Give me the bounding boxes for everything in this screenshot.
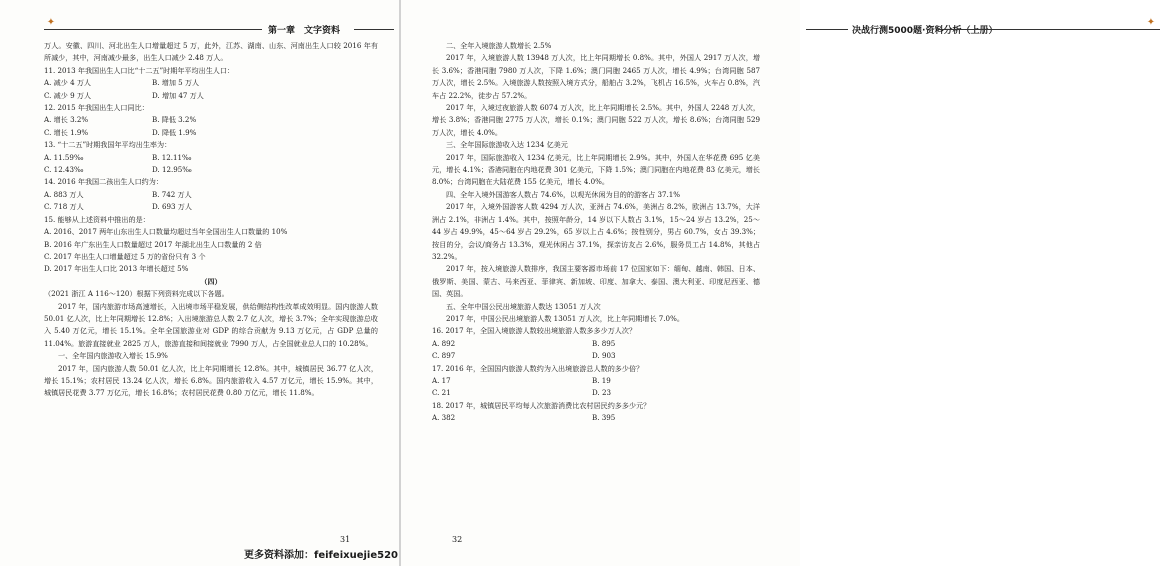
section-heading: 五、全年中国公民出境旅游人数达 13051 万人次 (446, 301, 601, 311)
answer-option: D. 降低 1.9% (152, 127, 197, 137)
left-page (0, 0, 400, 566)
question-line: 14. 2016 年我国二孩出生人口约为： (44, 177, 163, 187)
answer-option: B. 降低 3.2% (152, 115, 197, 125)
answer-options-row (432, 375, 760, 387)
page-number: 32 (452, 535, 463, 544)
section-heading: 三、全年国际旅游收入达 1234 亿美元 (446, 140, 568, 150)
answer-options-row (432, 350, 760, 362)
answer-options-row (44, 164, 378, 176)
answer-options-row (432, 412, 760, 424)
paragraph: 2017 年，入境外国游客人数 4294 万人次，亚洲占 74.6%，美洲占 8.2%，欧洲占 13.7%，大洋洲占 2.1%，非洲占 1.4%。其中，按照年龄分，14 岁以下人数占 3.1%，15～24 岁占 13.2%，25～44 岁占 49.9%，45～64 岁占 29.2%，65 岁以上占 4.6%；按性别分，男占 60.7%，女占 39.3%；按目的分，会议/商务占 13.3%，观光休闲占 37.1%，探亲访友占 2.6%，服务员工占 14.8%，其他占 32.2%。 (432, 202, 760, 261)
footer-note: 更多资料添加：feifeixuejie520 (244, 550, 398, 561)
page-number: 31 (340, 535, 351, 544)
answer-option: A. 增长 3.2% (44, 115, 89, 125)
paragraph: 2017 年，按入境旅游人数排序，我国主要客源市场前 17 位国家如下：缅甸、越南、韩国、日本、俄罗斯、美国、蒙古、马来西亚、菲律宾、新加坡、印度、加拿大、泰国、澳大利亚、印度尼西亚、德国、英国。 (432, 264, 760, 299)
question-line: A. 2016、2017 两年山东出生人口数量均超过当年全国出生人口数量的 10% (44, 227, 288, 237)
answer-option: B. 895 (592, 338, 616, 348)
paragraph: 2017 年，国际旅游收入 1234 亿美元，比上年同期增长 2.9%。其中，外国人在华花费 695 亿美元，增长 4.1%；香港同胞在内地花费 301 亿美元，下降 1.5%；澳门同胞在内地花费 83 亿美元，增长 8.0%；台湾同胞在大陆花费 155 亿美元，增长 4.0%。 (432, 152, 760, 187)
paragraph: 2017 年，国内旅游市场高速增长，入出境市场平稳发展，供给侧结构性改革成效明显。国内旅游人数 50.01 亿人次，比上年同期增长 12.8%；入出境旅游总人数 2.7 亿人次，增长 3.7%；全年实现旅游总收入 5.40 万亿元，增长 15.1%。全年全国旅游业对 GDP 的综合贡献为 9.13 万亿元，占 GDP 总量的 11.04%。旅游直接就业 2825 万人，旅游直接和间接就业 7990 万人，占全国就业总人口的 10.28%。 (44, 301, 378, 348)
answer-options-row (44, 127, 378, 139)
answer-option: A. 892 (432, 338, 456, 348)
paragraph: 2017 年，入境过夜旅游人数 6074 万人次，比上年同期增长 2.5%。其中，外国人 2248 万人次，增长 3.8%；香港同胞 2775 万人次，增长 0.1%；澳门同胞 522 万人次，增长 8.6%；台湾同胞 529 万人次，增长 4.0%。 (432, 103, 760, 137)
header-rule (938, 29, 1160, 30)
paragraph: 2017 年，国内旅游人数 50.01 亿人次，比上年同期增长 12.8%。其中，城镇居民 36.77 亿人次，增长 15.1%；农村居民 13.24 亿人次，增长 6.8%。国内旅游收入 4.57 万亿元，增长 15.9%。其中，城镇居民花费 3.77 万亿元，增长 16.8%；农村居民花费 0.80 万亿元，增长 11.8%。 (44, 363, 378, 398)
answer-options-row (44, 114, 378, 126)
answer-option: D. 12.95‰ (152, 165, 192, 175)
question-line: 16. 2017 年，全国入境旅游人数较出境旅游人数多多少万人次？ (432, 326, 637, 336)
book-title: 决战行测5000题·资料分析（上册） (852, 26, 998, 36)
paragraph: 2017 年，中国公民出境旅游人数 13051 万人次，比上年同期增长 7.0%。 (446, 313, 684, 323)
answer-option: D. 23 (592, 388, 611, 398)
answer-option: C. 21 (432, 388, 451, 398)
answer-options-row (44, 90, 378, 102)
answer-option: C. 897 (432, 351, 456, 361)
answer-option: A. 883 万人 (44, 189, 84, 199)
answer-option: C. 718 万人 (44, 202, 84, 212)
question-line: B. 2016 年广东出生人口数量超过 2017 年湖北出生人口数量的 2 倍 (44, 239, 262, 249)
answer-option: D. 693 万人 (152, 202, 192, 212)
answer-options-row (44, 201, 378, 213)
section-heading: 二、全年入境旅游人数增长 2.5% (446, 41, 552, 50)
right-page (400, 0, 1156, 566)
question-line: D. 2017 年出生人口比 2013 年增长超过 5% (44, 264, 189, 274)
answer-option: C. 增长 1.9% (44, 127, 89, 137)
left-page-body (44, 40, 378, 400)
header-rule (44, 29, 262, 30)
section-heading: 一、全年国内旅游收入增长 15.9% (58, 351, 168, 361)
answer-option: D. 903 (592, 351, 616, 361)
question-line: （2021 浙江 A 116～120）根据下列资料完成以下各题。 (44, 289, 229, 299)
answer-options-row (44, 77, 378, 89)
answer-option: B. 19 (592, 375, 611, 385)
answer-option: B. 395 (592, 413, 616, 423)
answer-option: B. 742 万人 (152, 189, 192, 199)
question-line: 17. 2016 年，全国国内旅游人数约为入出境旅游总人数的多少倍？ (432, 363, 644, 373)
book-corner-icon: ✦ (1146, 17, 1156, 28)
answer-options-row (432, 387, 760, 399)
answer-option: C. 12.43‰ (44, 165, 84, 175)
answer-option: A. 17 (432, 375, 451, 385)
answer-option: A. 减少 4 万人 (44, 78, 92, 88)
answer-options-row (44, 189, 378, 201)
paragraph: 万人。安徽、四川、河北出生人口增量超过 5 万，此外，江苏、湖南、山东、河南出生人口较 2016 年有所减少，其中，河南减少最多，出生人口减少 2.48 万人。 (44, 41, 378, 63)
question-line: 15. 能够从上述资料中推出的是： (44, 214, 150, 224)
answer-option: A. 382 (432, 413, 456, 423)
answer-option: D. 增加 47 万人 (152, 90, 204, 100)
header-rule (354, 29, 394, 30)
paragraph: 2017 年，入境旅游人数 13948 万人次，比上年同期增长 0.8%。其中，外国人 2917 万人次，增长 3.6%；香港同胞 7980 万人次，下降 1.6%；澳门同胞 2465 万人次，增长 4.9%；台湾同胞 587 万人次，增长 2.5%。入境旅游人数按照入境方式分，船舶占 3.2%，飞机占 16.5%，火车占 0.8%，汽车占 22.2%，徒步占 57.2%。 (432, 53, 760, 100)
chapter-title: 第一章 文字资料 (268, 26, 341, 36)
question-line: 12. 2015 年我国出生人口同比： (44, 103, 149, 113)
question-line: 13. “十二五”时期我国年平均出生率为： (44, 140, 172, 150)
answer-option: B. 12.11‰ (152, 152, 192, 162)
answer-options-row (432, 338, 760, 350)
answer-option: A. 11.59‰ (44, 152, 84, 162)
answer-option: C. 减少 9 万人 (44, 90, 92, 100)
question-line: 11. 2013 年我国出生人口比“十二五”时期年平均出生人口： (44, 65, 235, 75)
section-heading: 四、全年入境外国游客人数占 74.6%，以观光休闲为目的的游客占 37.1% (446, 189, 681, 199)
answer-option: B. 增加 5 万人 (152, 78, 200, 88)
header-rule (806, 29, 848, 30)
question-line: 18. 2017 年，城镇居民平均每人次旅游消费比农村居民约多多少元？ (432, 400, 651, 410)
right-page-body (432, 40, 760, 425)
question-line: C. 2017 年出生人口增量超过 5 万的省份只有 3 个 (44, 251, 206, 261)
answer-options-row (44, 152, 378, 164)
group-heading: （四） (200, 276, 222, 286)
book-corner-icon: ✦ (46, 17, 56, 28)
